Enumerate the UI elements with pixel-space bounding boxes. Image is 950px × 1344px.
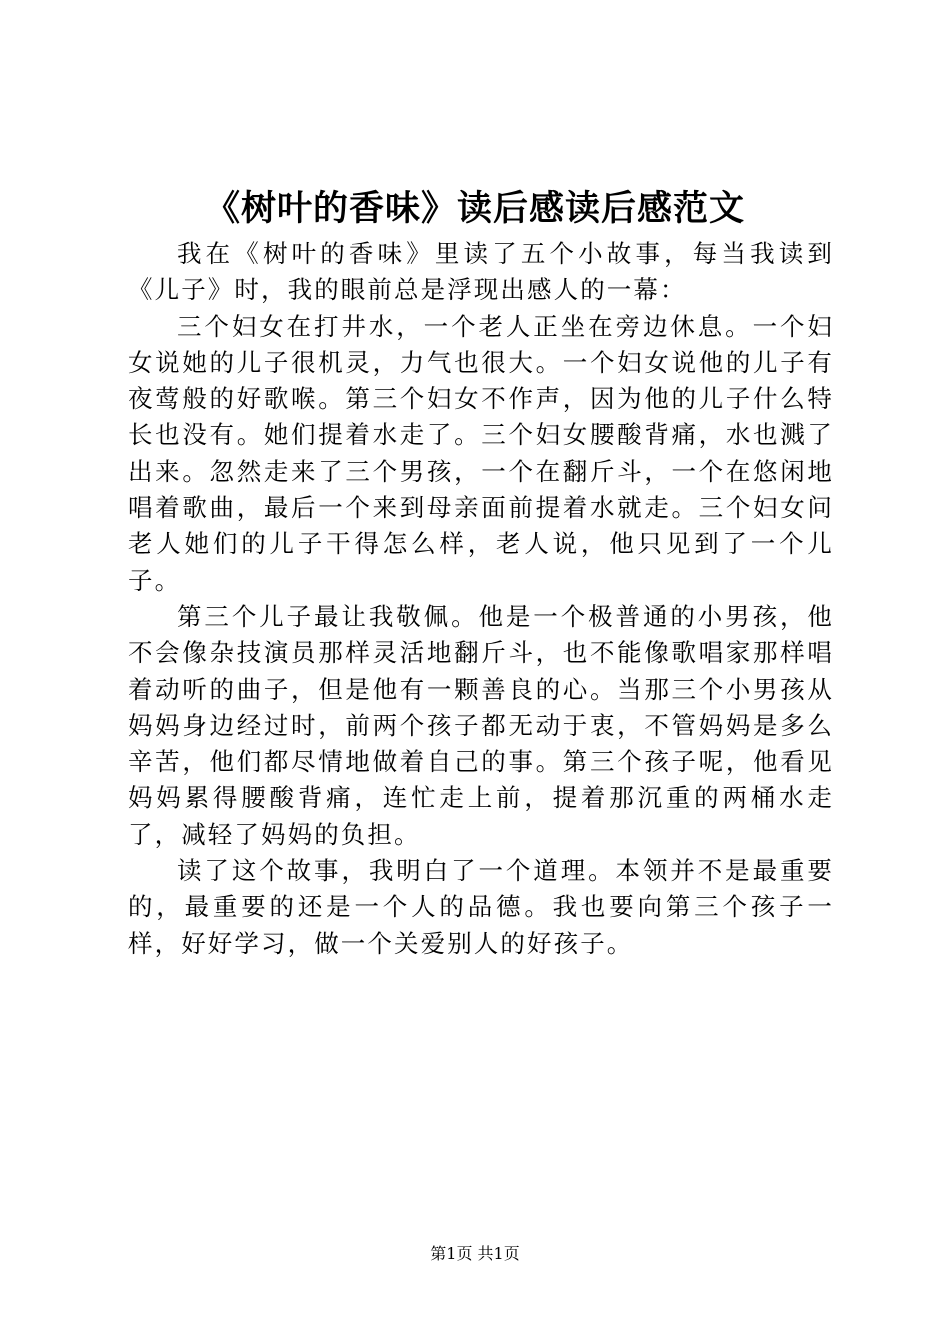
document-body [128, 236, 834, 962]
page-number-footer: 第1页 共1页 [430, 1244, 520, 1263]
paragraph-3: 第三个儿子最让我敬佩。他是一个极普通的小男孩，他不会像杂技演员那样灵活地翻斤斗，也不能像歌唱家那样唱着动听的曲子，但是他有一颗善良的心。当那三个小男孩从妈妈身边经过时，前两个孩子都无动于衷，不管妈妈是多么辛苦，他们都尽情地做着自己的事。第三个孩子呢，他看见妈妈累得腰酸背痛，连忙走上前，提着那沉重的两桶水走了，减轻了妈妈的负担。 [128, 601, 834, 849]
document-title: 《树叶的香味》读后感读后感范文 [204, 189, 745, 229]
paragraph-2: 三个妇女在打井水，一个老人正坐在旁边休息。一个妇女说她的儿子很机灵，力气也很大。一个妇女说他的儿子有夜莺般的好歌喉。第三个妇女不作声，因为他的儿子什么特长也没有。她们提着水走了。三个妇女腰酸背痛，水也溅了出来。忽然走来了三个男孩，一个在翻斤斗，一个在悠闲地唱着歌曲，最后一个来到母亲面前提着水就走。三个妇女问老人她们的儿子干得怎么样，老人说，他只见到了一个儿子。 [128, 311, 834, 595]
paragraph-1: 我在《树叶的香味》里读了五个小故事，每当我读到《儿子》时，我的眼前总是浮现出感人的一幕： [128, 239, 834, 305]
paragraph-4: 读了这个故事，我明白了一个道理。本领并不是最重要的，最重要的还是一个人的品德。我也要向第三个孩子一样，好好学习，做一个关爱别人的好孩子。 [128, 856, 834, 958]
